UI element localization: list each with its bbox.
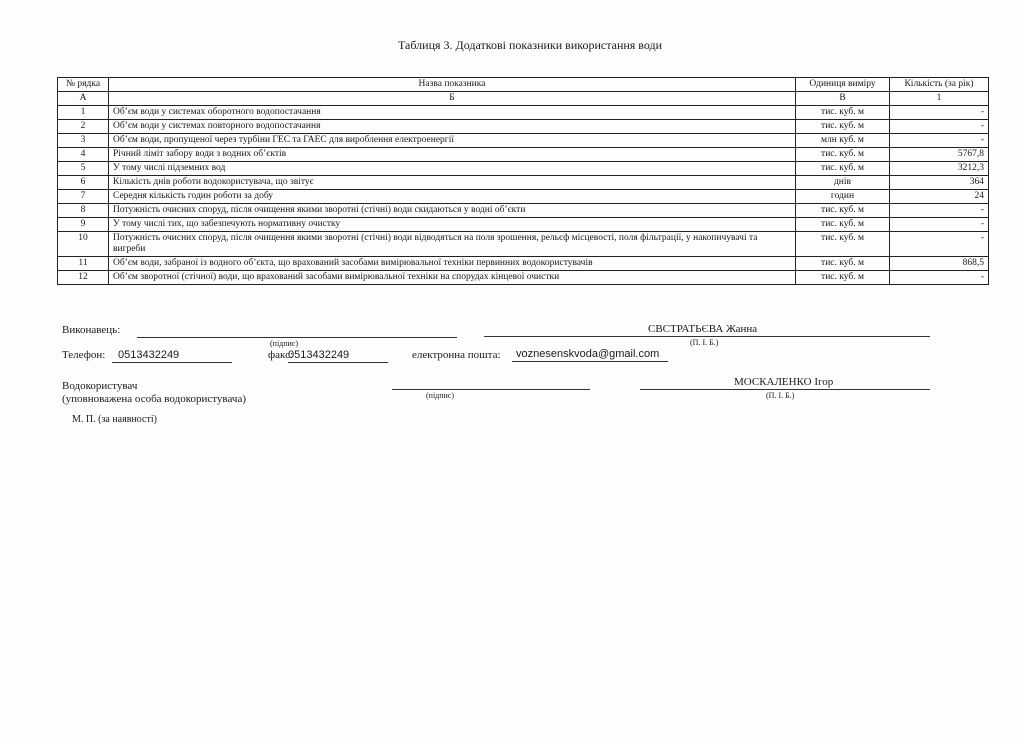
header-row-no: № рядка — [58, 78, 109, 92]
water-indicators-table — [57, 77, 989, 285]
phone-line — [112, 362, 232, 363]
table-row — [58, 162, 989, 176]
letter-name: Б — [109, 92, 796, 106]
row-unit: млн куб. м — [796, 134, 890, 148]
water-user-label: Водокористувач — [62, 380, 138, 392]
row-number: 2 — [58, 120, 109, 134]
row-number: 9 — [58, 218, 109, 232]
row-unit: днів — [796, 176, 890, 190]
email-line — [512, 361, 668, 362]
row-number: 11 — [58, 257, 109, 271]
row-name: Об’єм води, забраної із водного об’єкта, що врахований засобами вимірювальної техніки первинних водокористувачів — [109, 257, 796, 271]
executor-signature-line — [137, 337, 457, 338]
water-user-signature-caption: (підпис) — [426, 391, 455, 400]
row-qty: - — [890, 218, 989, 232]
table-row — [58, 257, 989, 271]
row-unit: тис. куб. м — [796, 148, 890, 162]
row-number: 7 — [58, 190, 109, 204]
row-unit: тис. куб. м — [796, 106, 890, 120]
row-number: 4 — [58, 148, 109, 162]
row-qty: - — [890, 232, 989, 257]
table-row — [58, 120, 989, 134]
row-name: Об’єм води у системах оборотного водопостачання — [109, 106, 796, 120]
letter-row-no: А — [58, 92, 109, 106]
email-value: voznesenskvoda@gmail.com — [516, 348, 660, 360]
row-unit: тис. куб. м — [796, 257, 890, 271]
header-name: Назва показника — [109, 78, 796, 92]
table-row — [58, 106, 989, 120]
row-qty: 5767,8 — [890, 148, 989, 162]
row-name: Потужність очисних споруд, після очищення якими зворотні (стічні) води скидаються у водні об’єкти — [109, 204, 796, 218]
row-number: 8 — [58, 204, 109, 218]
email-label: електронна пошта: — [412, 349, 501, 361]
letter-qty: 1 — [890, 92, 989, 106]
row-name: У тому числі тих, що забезпечують нормативну очистку — [109, 218, 796, 232]
table-row — [58, 232, 989, 257]
row-name: У тому числі підземних вод — [109, 162, 796, 176]
executor-name: СВСТРАТЬЄВА Жанна — [648, 323, 758, 335]
table-row — [58, 218, 989, 232]
row-unit: годин — [796, 190, 890, 204]
row-number: 12 — [58, 271, 109, 285]
row-unit: тис. куб. м — [796, 218, 890, 232]
row-qty: 868,5 — [890, 257, 989, 271]
row-qty: 3212,3 — [890, 162, 989, 176]
letter-unit: В — [796, 92, 890, 106]
row-unit: тис. куб. м — [796, 204, 890, 218]
row-qty: 24 — [890, 190, 989, 204]
table-row — [58, 204, 989, 218]
row-number: 10 — [58, 232, 109, 257]
row-name: Річний ліміт забору води з водних об’єктів — [109, 148, 796, 162]
table-row — [58, 271, 989, 285]
row-name: Потужність очисних споруд, після очищення якими зворотні (стічні) води відводяться на поля зрошення, рельєф місцевості, поля фільтрації, у накопичувачі та вигреби — [109, 232, 796, 257]
table-row — [58, 176, 989, 190]
water-user-name-caption: (П. І. Б.) — [766, 391, 795, 400]
row-qty: - — [890, 120, 989, 134]
executor-label: Виконавець: — [62, 324, 121, 336]
table-title: Таблиця 3. Додаткові показники використання води — [398, 38, 663, 52]
table-header-row — [58, 78, 989, 92]
executor-name-caption: (П. І. Б.) — [690, 338, 719, 347]
row-number: 1 — [58, 106, 109, 120]
row-name: Кількість днів роботи водокористувача, що звітує — [109, 176, 796, 190]
table-row — [58, 148, 989, 162]
row-name: Об’єм води у системах повторного водопостачання — [109, 120, 796, 134]
phone-label: Телефон: — [62, 349, 106, 361]
executor-signature-caption: (підпис) — [270, 339, 299, 348]
water-user-name: МОСКАЛЕНКО Ігор — [734, 376, 834, 388]
row-qty: - — [890, 106, 989, 120]
water-user-sublabel: (уповноважена особа водокористувача) — [62, 393, 246, 405]
row-qty: - — [890, 271, 989, 285]
row-name: Об’єм води, пропущеної через турбіни ГЕС та ГАЕС для вироблення електроенергії — [109, 134, 796, 148]
row-name: Об’єм зворотної (стічної) води, що врахований засобами вимірювальної техніки на спорудах кінцевої очистки — [109, 271, 796, 285]
row-unit: тис. куб. м — [796, 162, 890, 176]
row-unit: тис. куб. м — [796, 232, 890, 257]
table-row — [58, 134, 989, 148]
row-qty: 364 — [890, 176, 989, 190]
header-unit: Одиниця виміру — [796, 78, 890, 92]
fax-line — [288, 362, 388, 363]
row-number: 5 — [58, 162, 109, 176]
fax-value: 0513432249 — [288, 349, 350, 361]
stamp-note: М. П. (за наявності) — [72, 414, 157, 425]
row-qty: - — [890, 134, 989, 148]
row-number: 3 — [58, 134, 109, 148]
row-number: 6 — [58, 176, 109, 190]
phone-value: 0513432249 — [118, 349, 180, 361]
water-user-name-line — [640, 389, 930, 390]
water-user-signature-line — [392, 389, 590, 390]
row-name: Середня кількість годин роботи за добу — [109, 190, 796, 204]
executor-name-line — [484, 336, 930, 337]
header-qty: Кількість (за рік) — [890, 78, 989, 92]
row-unit: тис. куб. м — [796, 271, 890, 285]
row-unit: тис. куб. м — [796, 120, 890, 134]
table-row — [58, 190, 989, 204]
row-qty: - — [890, 204, 989, 218]
table-letters-row — [58, 92, 989, 106]
fax-label: факс: — [268, 349, 294, 361]
